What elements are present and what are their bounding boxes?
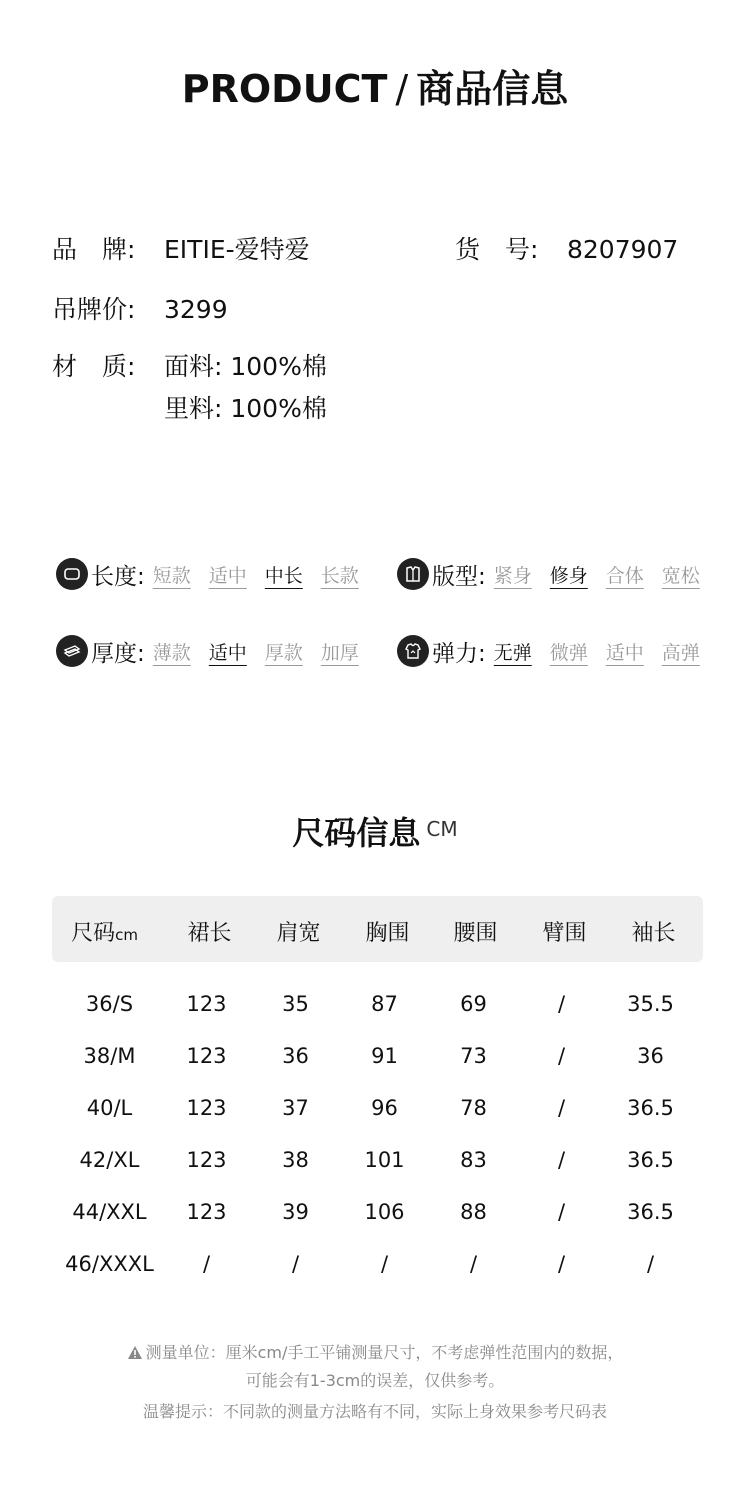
table-cell: 38/M <box>83 1044 136 1068</box>
header-chest: 胸围 <box>365 921 410 946</box>
table-cell: / <box>557 1044 566 1068</box>
title-en: PRODUCT <box>181 67 388 111</box>
table-cell: 42/XL <box>79 1148 140 1172</box>
thickness-option-thick: 厚款 <box>264 641 303 664</box>
table-cell: / <box>469 1252 478 1276</box>
table-cell: 106 <box>364 1200 405 1224</box>
fit-label: 版型: <box>432 563 486 590</box>
attr-length <box>56 557 359 591</box>
table-cell: 78 <box>460 1096 487 1120</box>
table-cell: 38 <box>282 1148 309 1172</box>
fabric-thickness-icon <box>56 635 88 667</box>
fit-option-regular: 合体 <box>605 564 644 587</box>
length-option-midlong: 中长 <box>264 564 303 587</box>
table-row <box>52 1088 703 1128</box>
elasticity-label: 弹力: <box>432 640 486 667</box>
length-option-medium: 适中 <box>208 564 247 587</box>
table-cell: 35.5 <box>627 992 674 1016</box>
tshirt-elastic-icon <box>397 635 429 667</box>
tip-note: 温馨提示：不同款的测量方法略有不同，实际上身效果参考尺码表 <box>142 1402 607 1421</box>
table-cell: / <box>646 1252 655 1276</box>
size-title-text: 尺码信息 <box>292 814 421 852</box>
fit-options <box>494 561 700 588</box>
table-cell: / <box>557 1096 566 1120</box>
header-arm: 臂围 <box>542 921 587 946</box>
attr-elasticity <box>397 634 700 668</box>
attr-fit <box>397 557 700 591</box>
table-cell: / <box>380 1252 389 1276</box>
material-row <box>52 347 327 383</box>
length-options <box>153 561 359 588</box>
table-cell: / <box>291 1252 300 1276</box>
elasticity-option-medium: 适中 <box>605 641 644 664</box>
table-cell: / <box>557 1200 566 1224</box>
material-label: 材 质: <box>52 352 136 381</box>
table-cell: 35 <box>282 992 309 1016</box>
price-row <box>52 290 228 326</box>
table-cell: 39 <box>282 1200 309 1224</box>
table-cell: 123 <box>186 1044 227 1068</box>
price-label: 吊牌价: <box>52 295 136 324</box>
table-cell: 44/XXL <box>72 1200 147 1224</box>
header-sleeve: 袖长 <box>631 921 676 946</box>
page-title <box>0 58 750 113</box>
table-cell: 69 <box>460 992 487 1016</box>
skirt-length-icon <box>56 558 88 590</box>
header-shoulder: 肩宽 <box>276 921 321 946</box>
sku-row <box>455 230 678 266</box>
warning-icon <box>127 1345 143 1364</box>
elasticity-option-none: 无弹 <box>493 641 532 664</box>
thickness-label: 厚度: <box>91 640 145 667</box>
header-waist: 腰围 <box>453 921 498 946</box>
brand-value: EITIE-爱特爱 <box>164 235 310 264</box>
table-cell: 96 <box>371 1096 398 1120</box>
header-size-text: 尺码 <box>71 921 116 946</box>
table-cell: 123 <box>186 1148 227 1172</box>
elasticity-option-slight: 微弹 <box>549 641 588 664</box>
header-size <box>60 916 149 947</box>
table-row <box>52 984 703 1024</box>
brand-label: 品 牌: <box>52 235 136 264</box>
thickness-option-medium: 适中 <box>208 641 247 664</box>
shirt-fit-icon <box>397 558 429 590</box>
title-cn: 商品信息 <box>416 67 569 111</box>
table-row <box>52 1036 703 1076</box>
thickness-options <box>153 638 359 665</box>
note-line-1-text: 测量单位：厘米cm/手工平铺测量尺寸，不考虑弹性范围内的数据， <box>145 1343 624 1362</box>
elasticity-option-high: 高弹 <box>661 641 700 664</box>
table-cell: 123 <box>186 1096 227 1120</box>
table-cell: 36 <box>637 1044 664 1068</box>
table-cell: 46/XXXL <box>65 1252 154 1276</box>
table-cell: 123 <box>186 992 227 1016</box>
table-cell: 37 <box>282 1096 309 1120</box>
table-row <box>52 1192 703 1232</box>
table-cell: 36 <box>282 1044 309 1068</box>
header-size-unit: cm <box>115 926 138 944</box>
material-value-2: 里料: 100%棉 <box>164 394 327 423</box>
table-cell: 36.5 <box>627 1200 674 1224</box>
sku-label: 货 号: <box>455 235 539 264</box>
size-section-title <box>0 808 750 854</box>
measurement-note-line-2: 可能会有1-3cm的误差，仅供参考。 <box>245 1371 505 1390</box>
fit-option-slim: 修身 <box>549 564 588 587</box>
material-row-2 <box>164 389 327 425</box>
elasticity-options <box>494 638 700 665</box>
length-option-long: 长款 <box>320 564 359 587</box>
size-title-unit: CM <box>426 817 458 841</box>
table-cell: 40/L <box>86 1096 133 1120</box>
table-cell: 36/S <box>85 992 134 1016</box>
header-skirt-length: 裙长 <box>187 921 232 946</box>
table-row <box>52 1140 703 1180</box>
table-cell: / <box>557 992 566 1016</box>
table-cell: 91 <box>371 1044 398 1068</box>
table-cell: 88 <box>460 1200 487 1224</box>
brand-row <box>52 230 310 266</box>
table-cell: / <box>557 1148 566 1172</box>
length-label: 长度: <box>91 563 145 590</box>
thickness-option-extra-thick: 加厚 <box>320 641 359 664</box>
table-cell: / <box>202 1252 211 1276</box>
title-separator: / <box>395 67 409 111</box>
table-cell: 123 <box>186 1200 227 1224</box>
table-cell: 73 <box>460 1044 487 1068</box>
table-row <box>52 1244 703 1284</box>
thickness-option-thin: 薄款 <box>152 641 191 664</box>
fit-option-tight: 紧身 <box>493 564 532 587</box>
attr-thickness <box>56 634 359 668</box>
table-cell: 101 <box>364 1148 405 1172</box>
table-cell: / <box>557 1252 566 1276</box>
size-table-header <box>52 896 703 962</box>
length-option-short: 短款 <box>152 564 191 587</box>
measurement-note-line-1 <box>0 1340 750 1364</box>
table-cell: 83 <box>460 1148 487 1172</box>
sku-value: 8207907 <box>567 235 679 264</box>
material-value-1: 面料: 100%棉 <box>164 352 327 381</box>
table-cell: 36.5 <box>627 1148 674 1172</box>
price-value: 3299 <box>164 295 228 324</box>
table-cell: 36.5 <box>627 1096 674 1120</box>
fit-option-loose: 宽松 <box>661 564 700 587</box>
table-cell: 87 <box>371 992 398 1016</box>
